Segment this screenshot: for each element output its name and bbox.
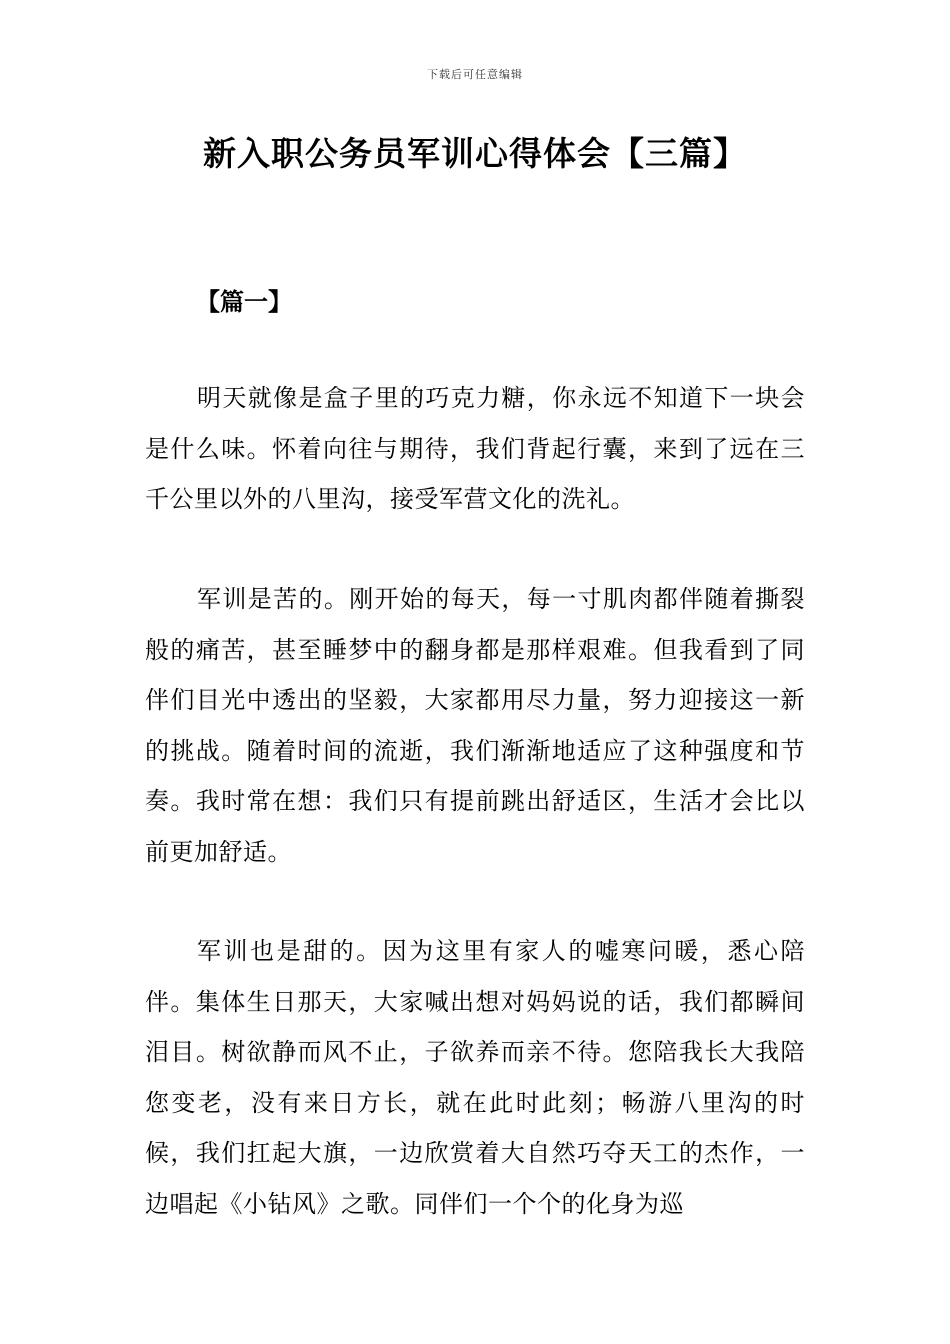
header-note: 下载后可任意编辑: [427, 68, 523, 81]
paragraph: 军训也是甜的。因为这里有家人的嘘寒问暖，悉心陪伴。集体生日那天，大家喊出想对妈妈说的话，我们都瞬间泪目。树欲静而风不止，子欲养而亲不待。您陪我长大我陪您变老，没有来日方长，就在此时此刻；畅游八里沟的时候，我们扛起大旗，一边欣赏着大自然巧夺天工的杰作，一边唱起《小钻风》之歌。同伴们一个个的化身为巡: [145, 937, 805, 1218]
section-heading: 【篇一】: [196, 288, 292, 316]
paragraph: 军训是苦的。刚开始的每天，每一寸肌肉都伴随着撕裂般的痛苦，甚至睡梦中的翻身都是那样艰难。但我看到了同伴们目光中透出的坚毅，大家都用尽力量，努力迎接这一新的挑战。随着时间的流逝，我们渐渐地适应了这种强度和节奏。我时常在想：我们只有提前跳出舒适区，生活才会比以前更加舒适。: [145, 585, 805, 866]
document-title: 新入职公务员军训心得体会【三篇】: [203, 134, 747, 173]
paragraph: 明天就像是盒子里的巧克力糖，你永远不知道下一块会是什么味。怀着向往与期待，我们背起行囊，来到了远在三千公里以外的八里沟，接受军营文化的洗礼。: [145, 384, 805, 513]
